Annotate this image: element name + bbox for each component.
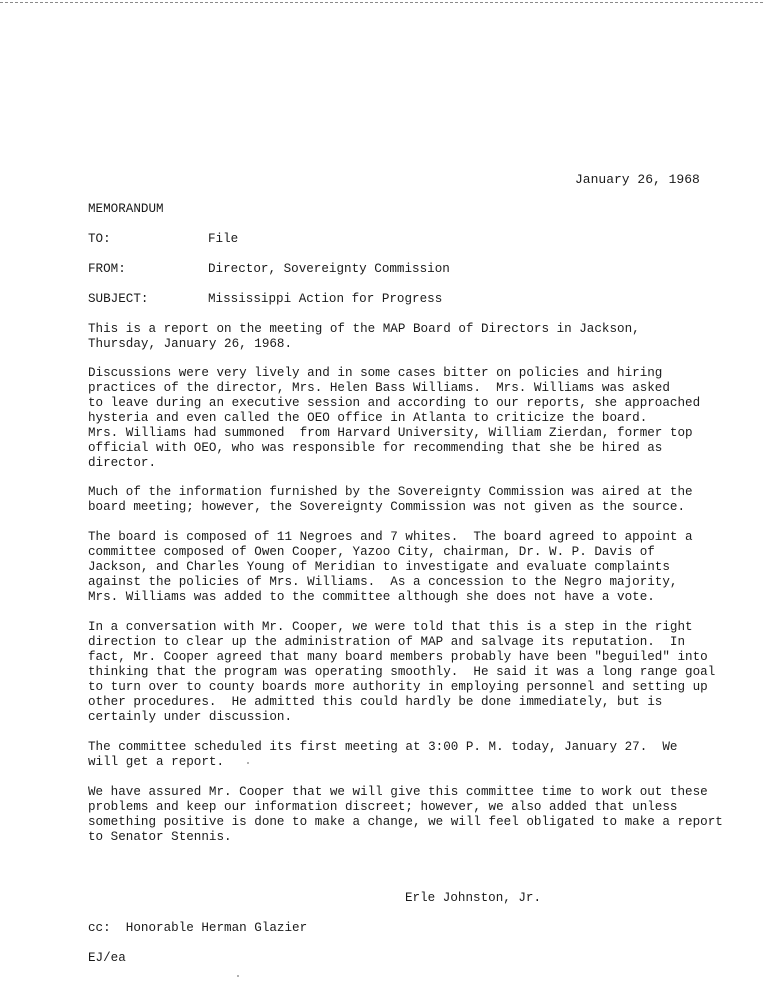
from-label: FROM:: [88, 262, 126, 276]
text-line: practices of the director, Mrs. Helen Bass Williams. Mrs. Williams was asked: [88, 381, 670, 395]
text-line: will get a report.: [88, 755, 225, 769]
paragraph-board: [88, 530, 748, 605]
paragraph-discussions: [88, 366, 748, 471]
carbon-copy-line: cc: Honorable Herman Glazier: [88, 921, 308, 935]
text-line: Jackson, and Charles Young of Meridian to investigate and evaluate complaints: [88, 560, 670, 574]
paragraph-committee: [88, 740, 748, 770]
page-top-edge: [0, 2, 763, 3]
text-line: official with OEO, who was responsible for recommending that she be hired as: [88, 441, 663, 455]
memo-date: January 26, 1968: [575, 172, 700, 187]
text-line: direction to clear up the administration of MAP and salvage its reputation. In: [88, 635, 686, 649]
memo-heading: MEMORANDUM: [88, 202, 164, 216]
text-line: committee composed of Owen Cooper, Yazoo City, chairman, Dr. W. P. Davis of: [88, 545, 655, 559]
text-line: to leave during an executive session and according to our reports, she approached: [88, 396, 701, 410]
subject-value: Mississippi Action for Progress: [208, 292, 443, 306]
paragraph-assurance: [88, 785, 748, 845]
paragraph-information: [88, 485, 748, 515]
text-line: This is a report on the meeting of the MAP Board of Directors in Jackson,: [88, 322, 640, 336]
from-value: Director, Sovereignty Commission: [208, 262, 450, 276]
text-line: Thursday, January 26, 1968.: [88, 337, 293, 351]
typist-initials: EJ/ea: [88, 951, 126, 965]
text-line: problems and keep our information discreet; however, we also added that unless: [88, 800, 678, 814]
text-line: We have assured Mr. Cooper that we will give this committee time to work out these: [88, 785, 708, 799]
text-line: director.: [88, 456, 157, 470]
paragraph-conversation: [88, 620, 748, 725]
text-line: other procedures. He admitted this could hardly be done immediately, but is: [88, 695, 663, 709]
text-line: In a conversation with Mr. Cooper, we were told that this is a step in the right: [88, 620, 693, 634]
to-value: File: [208, 232, 239, 246]
text-line: Discussions were very lively and in some cases bitter on policies and hiring: [88, 366, 663, 380]
text-line: something positive is done to make a change, we will feel obligated to make a report: [88, 815, 723, 829]
to-label: TO:: [88, 232, 111, 246]
subject-label: SUBJECT:: [88, 292, 149, 306]
text-line: thinking that the program was operating smoothly. He said it was a long range goal: [88, 665, 716, 679]
text-line: hysteria and even called the OEO office in Atlanta to criticize the board.: [88, 411, 648, 425]
paragraph-intro: [88, 322, 748, 352]
scan-speck: [237, 975, 239, 977]
text-line: Much of the information furnished by the Sovereignty Commission was aired at the: [88, 485, 693, 499]
signature-name: Erle Johnston, Jr.: [405, 891, 542, 905]
text-line: against the policies of Mrs. Williams. As a concession to the Negro majority,: [88, 575, 678, 589]
text-line: to turn over to county boards more authority in employing personnel and setting up: [88, 680, 708, 694]
text-line: Mrs. Williams had summoned from Harvard University, William Zierdan, former top: [88, 426, 693, 440]
text-line: certainly under discussion.: [88, 710, 293, 724]
text-line: The committee scheduled its first meeting at 3:00 P. M. today, January 27. We: [88, 740, 678, 754]
text-line: The board is composed of 11 Negroes and 7 whites. The board agreed to appoint a: [88, 530, 693, 544]
text-line: Mrs. Williams was added to the committee although she does not have a vote.: [88, 590, 655, 604]
text-line: to Senator Stennis.: [88, 830, 232, 844]
text-line: board meeting; however, the Sovereignty Commission was not given as the source.: [88, 500, 686, 514]
scan-speck: [247, 762, 249, 764]
text-line: fact, Mr. Cooper agreed that many board members probably have been "beguiled" into: [88, 650, 708, 664]
